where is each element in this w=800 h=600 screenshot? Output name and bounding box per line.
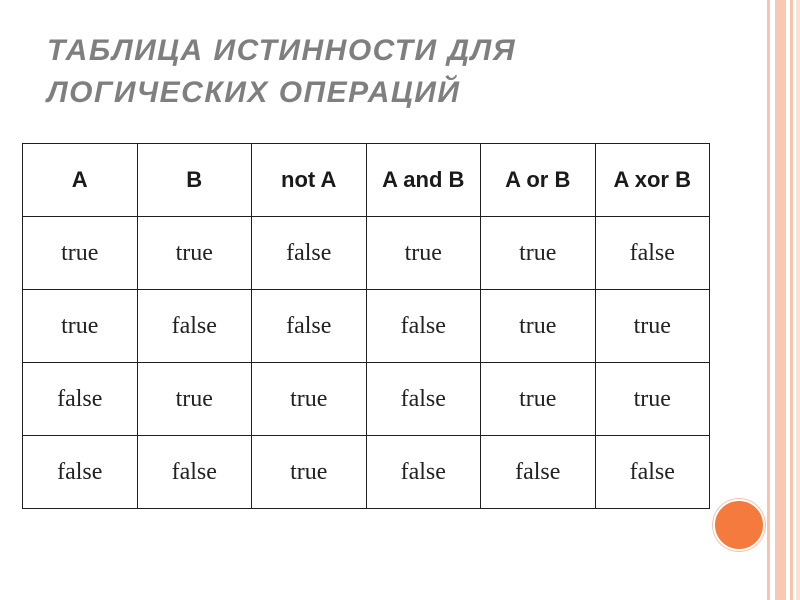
header-cell-a-xor-b: A xor B [595, 144, 710, 217]
table-cell: true [23, 217, 138, 290]
table-cell: false [23, 436, 138, 509]
table-cell: false [366, 290, 481, 363]
truth-table [22, 143, 710, 509]
decorative-stripe [796, 0, 800, 600]
table-cell: false [252, 217, 367, 290]
table-cell: false [481, 436, 596, 509]
header-cell-not-a: not A [252, 144, 367, 217]
decorative-circle [713, 499, 765, 551]
table-cell: true [366, 217, 481, 290]
slide-title [47, 30, 747, 114]
header-cell-a: A [23, 144, 138, 217]
table-cell: false [595, 436, 710, 509]
table-row [23, 217, 710, 290]
table-cell: false [252, 290, 367, 363]
table-cell: true [252, 436, 367, 509]
table-cell: true [481, 217, 596, 290]
table-cell: false [23, 363, 138, 436]
table-row [23, 363, 710, 436]
table-cell: true [481, 290, 596, 363]
table-cell: true [595, 363, 710, 436]
header-cell-a-and-b: A and B [366, 144, 481, 217]
table-cell: false [366, 436, 481, 509]
decorative-stripe [775, 0, 786, 600]
decorative-stripe [790, 0, 793, 600]
table-cell: true [595, 290, 710, 363]
header-cell-a-or-b: A or B [481, 144, 596, 217]
table-cell: true [23, 290, 138, 363]
table-row [23, 290, 710, 363]
table-cell: false [366, 363, 481, 436]
table-header-row [23, 144, 710, 217]
header-cell-b: B [137, 144, 252, 217]
table-cell: true [137, 363, 252, 436]
table-row [23, 436, 710, 509]
table-cell: false [137, 436, 252, 509]
slide-title-line-1: ТАБЛИЦА ИСТИННОСТИ ДЛЯ [47, 34, 517, 67]
table-cell: true [252, 363, 367, 436]
decorative-stripe [767, 0, 770, 600]
table-cell: false [595, 217, 710, 290]
table-cell: false [137, 290, 252, 363]
table-cell: true [137, 217, 252, 290]
table-cell: true [481, 363, 596, 436]
slide-title-line-2: ЛОГИЧЕСКИХ ОПЕРАЦИЙ [47, 76, 461, 109]
